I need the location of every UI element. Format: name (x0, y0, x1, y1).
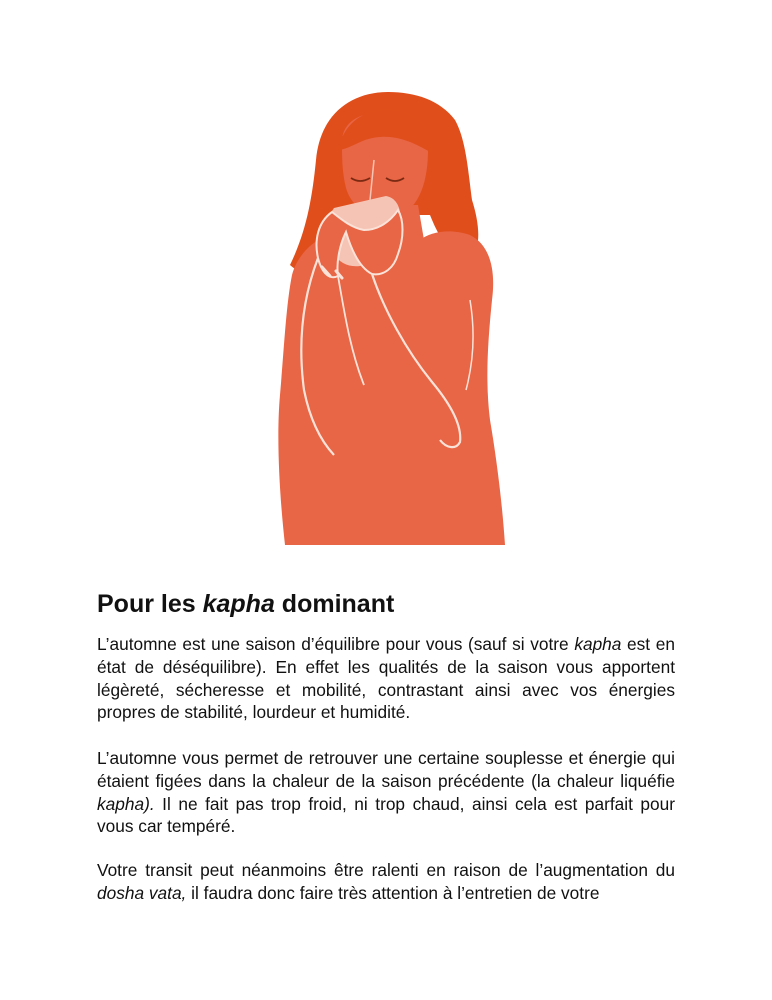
paragraph-2: L’automne vous permet de retrouver une certaine souplesse et énergie qui étaient figées dans la chaleur de la saison précédente (la chaleur liquéfie kapha). Il ne fait pas trop froid, ni trop chaud, ainsi cela est parfait pour vous car tempéré. (97, 748, 675, 837)
woman-smelling-cup-illustration (262, 85, 520, 545)
paragraph-3: Votre transit peut néanmoins être ralenti en raison de l’augmentation du dosha vata, il faudra donc faire très attention à l’entretien de votre (97, 860, 675, 903)
section-heading: Pour les kapha dominant (97, 590, 395, 618)
paragraph-1: L’automne est une saison d’équilibre pour vous (sauf si votre kapha est en état de déséquilibre). En effet les qualités de la saison vous apportent légèreté, sécheresse et mobilité, contrastant ainsi avec vos énergies propres de stabilité, lourdeur et humidité. (97, 634, 675, 723)
torso (278, 231, 505, 545)
